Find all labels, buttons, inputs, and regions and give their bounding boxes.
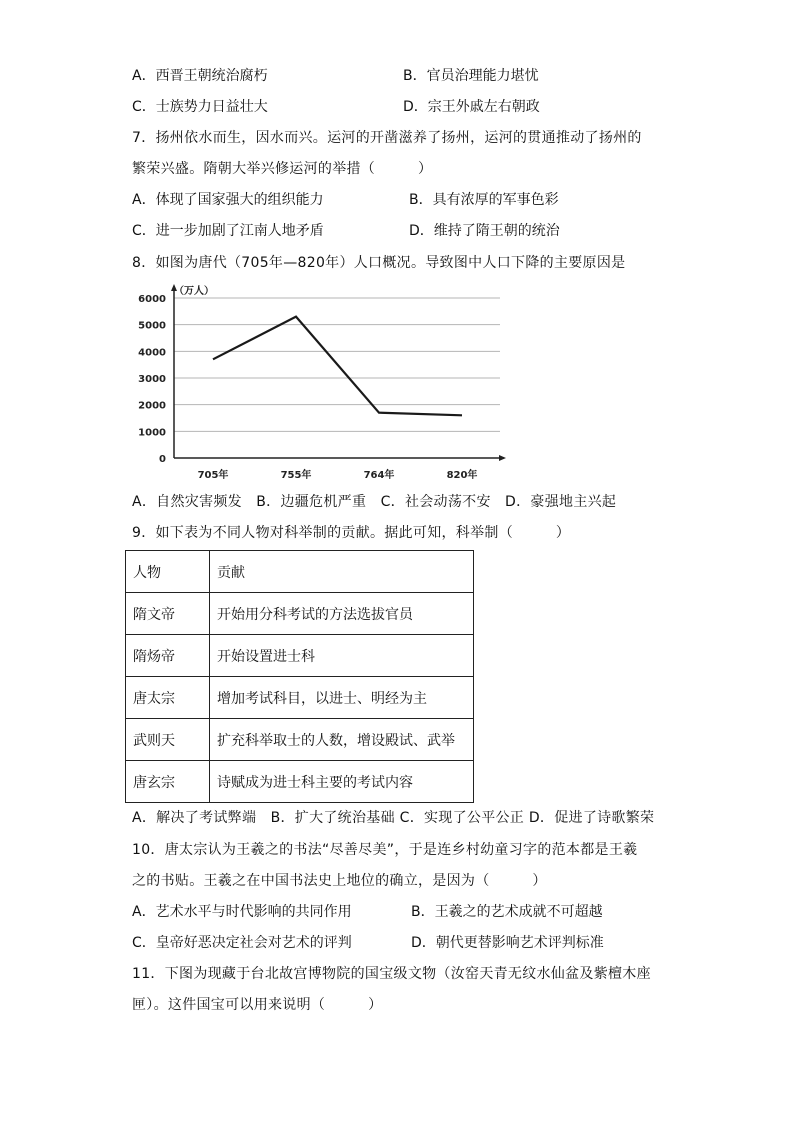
chart-x-tick-label: 705年	[197, 470, 229, 481]
table-cell-contribution: 诗赋成为进士科主要的考试内容	[210, 761, 474, 803]
chart-y-tick-label: 1000	[138, 427, 166, 439]
q7-stem-line-1: 7．扬州依水而生，因水而兴。运河的开凿滋养了扬州，运河的贯通推动了扬州的	[132, 130, 642, 146]
chart-series-line	[213, 317, 462, 416]
table-row	[126, 593, 474, 635]
q7-stem-line-2: 繁荣兴盛。隋朝大举兴修运河的举措（ ）	[132, 161, 433, 177]
q6-option-b: B．官员治理能力堪忧	[403, 68, 539, 84]
q7-option-d: D．维持了隋王朝的统治	[409, 223, 560, 239]
table-row	[126, 677, 474, 719]
table-row	[126, 719, 474, 761]
table-row	[126, 761, 474, 803]
q9-stem-line-1: 9．如下表为不同人物对科举制的贡献。据此可知，科举制（ ）	[132, 525, 571, 541]
q7-option-a: A．体现了国家强大的组织能力	[132, 192, 324, 208]
q9-options: A．解决了考试弊端 B．扩大了统治基础 C．实现了公平公正 D．促进了诗歌繁荣	[132, 810, 655, 826]
chart-y-axis-unit-label: （万人）	[174, 286, 214, 297]
table-cell-contribution: 增加考试科目，以进士、明经为主	[210, 677, 474, 719]
q8-stem-line-1: 8．如图为唐代（705年—820年）人口概况。导致图中人口下降的主要原因是	[132, 255, 626, 271]
chart-y-tick-label: 6000	[138, 294, 166, 305]
table-cell-person: 隋炀帝	[126, 635, 210, 677]
table-cell-person: 隋文帝	[126, 593, 210, 635]
q10-option-d: D．朝代更替影响艺术评判标准	[411, 935, 604, 951]
table-cell-contribution: 贡献	[210, 551, 474, 593]
table-header-row	[126, 551, 474, 593]
q11-stem-line-2: 匣）。这件国宝可以用来说明（ ）	[132, 997, 383, 1013]
table-cell-person: 唐玄宗	[126, 761, 210, 803]
table-cell-person: 武则天	[126, 719, 210, 761]
table-cell-person: 人物	[126, 551, 210, 593]
q6-option-d: D．宗王外戚左右朝政	[403, 99, 540, 115]
population-line-chart	[130, 282, 510, 482]
q7-option-b: B．具有浓厚的军事色彩	[409, 192, 559, 208]
chart-y-tick-label: 2000	[138, 400, 166, 412]
chart-series	[213, 317, 462, 416]
q6-option-c: C．士族势力日益壮大	[132, 99, 268, 115]
q10-stem-line-1: 10．唐太宗认为王羲之的书法“尽善尽美”，于是连乡村幼童习字的范本都是王羲	[132, 842, 638, 858]
chart-y-tick-labels	[138, 294, 166, 465]
chart-x-axis-arrow	[499, 455, 506, 461]
chart-y-tick-label: 4000	[138, 347, 166, 359]
chart-y-tick-label: 0	[159, 454, 166, 465]
q10-stem-line-2: 之的书贴。王羲之在中国书法史上地位的确立，是因为（ ）	[132, 873, 547, 889]
chart-x-tick-label: 755年	[280, 470, 312, 481]
table-cell-contribution: 扩充科举取士的人数，增设殿试、武举	[210, 719, 474, 761]
q6-option-a: A．西晋王朝统治腐朽	[132, 68, 268, 84]
q10-option-b: B．王羲之的艺术成就不可超越	[411, 904, 603, 920]
q8-options: A．自然灾害频发 B．边疆危机严重 C．社会动荡不安 D．豪强地主兴起	[132, 494, 617, 510]
table-cell-contribution: 开始设置进士科	[210, 635, 474, 677]
chart-y-tick-label: 3000	[138, 374, 166, 385]
table-row	[126, 635, 474, 677]
q10-option-c: C．皇帝好恶决定社会对艺术的评判	[132, 935, 352, 951]
q7-option-c: C．进一步加剧了江南人地矛盾	[132, 223, 324, 239]
chart-x-tick-label: 764年	[363, 470, 395, 481]
table-cell-person: 唐太宗	[126, 677, 210, 719]
table-cell-contribution: 开始用分科考试的方法选拔官员	[210, 593, 474, 635]
chart-y-tick-label: 5000	[138, 320, 166, 332]
q10-option-a: A．艺术水平与时代影响的共同作用	[132, 904, 352, 920]
q11-stem-line-1: 11．下图为现藏于台北故宫博物院的国宝级文物（汝窑天青无纹水仙盆及紫檀木座	[132, 966, 651, 982]
keju-contribution-table	[125, 550, 474, 803]
chart-x-tick-labels	[198, 468, 478, 481]
chart-axes	[171, 284, 506, 461]
chart-x-tick-label: 820年	[446, 470, 478, 481]
